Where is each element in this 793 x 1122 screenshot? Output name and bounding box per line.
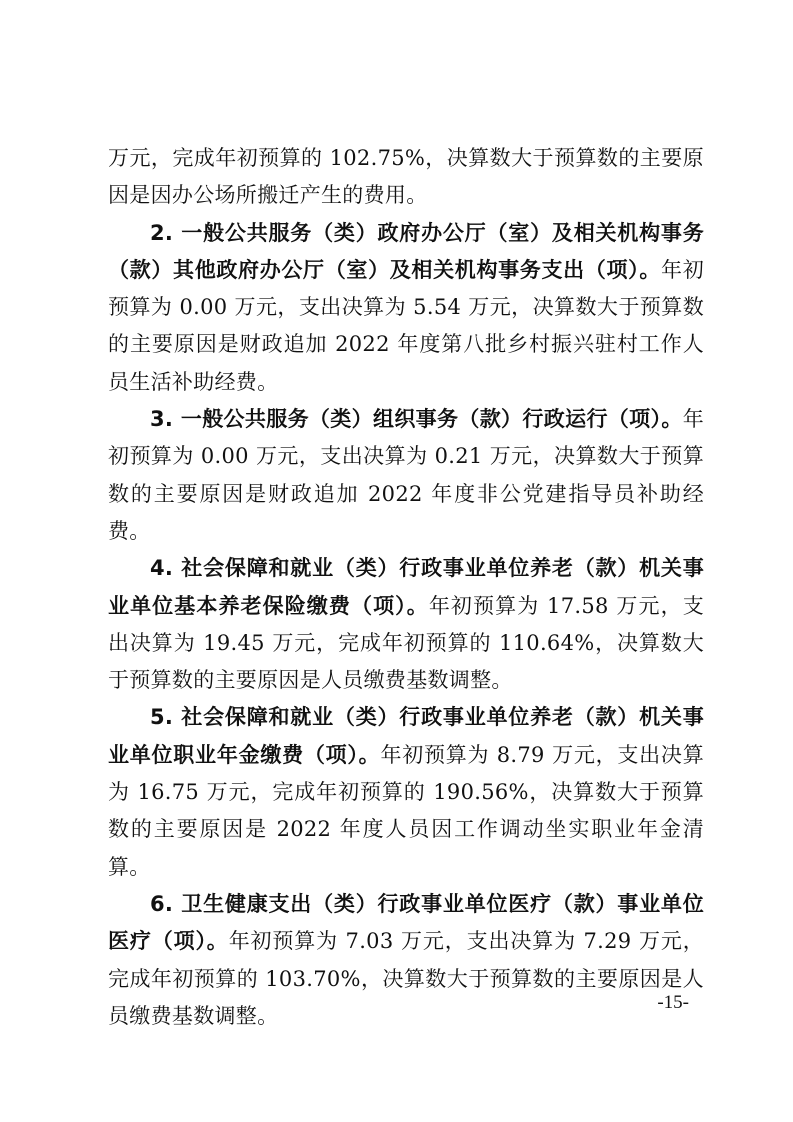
paragraph-5-body: 年初预算为 8.79 万元，支出决算为 16.75 万元，完成年初预算的 190.56%，决算数大于预算数的主要原因是 2022 年度人员因工作调动坐实职业年金清算。 <box>108 742 704 879</box>
paragraph-1 <box>108 140 704 215</box>
paragraph-4-body: 年初预算为 17.58 万元，支出决算为 19.45 万元，完成年初预算的 110.64%，决算数大于预算数的主要原因是人员缴费基数调整。 <box>108 593 704 693</box>
document-body <box>108 140 704 1035</box>
paragraph-5 <box>108 699 704 885</box>
paragraph-6 <box>108 886 704 1035</box>
paragraph-4 <box>108 550 704 699</box>
paragraph-6-body: 年初预算为 7.03 万元，支出决算为 7.29 万元，完成年初预算的 103.70%，决算数大于预算数的主要原因是人员缴费基数调整。 <box>108 929 704 1028</box>
page-number: -15- <box>657 992 689 1013</box>
paragraph-2-heading: 2. 一般公共服务（类）政府办公厅（室）及相关机构事务（款）其他政府办公厅（室）及相关机构事务支出（项）。 <box>108 220 704 282</box>
paragraph-3-heading: 3. 一般公共服务（类）组织事务（款）行政运行（项）。 <box>150 407 683 432</box>
paragraph-5-heading: 5. 社会保障和就业（类）行政事业单位养老（款）机关事业单位职业年金缴费（项）。 <box>108 705 704 767</box>
paragraph-2-body: 年初预算为 0.00 万元，支出决算为 5.54 万元，决算数大于预算数的主要原因是财政追加 2022 年度第八批乡村振兴驻村工作人员生活补助经费。 <box>108 257 704 394</box>
paragraph-6-heading: 6. 卫生健康支出（类）行政事业单位医疗（款）事业单位医疗（项）。 <box>108 891 704 954</box>
paragraph-3-body: 年初预算为 0.00 万元，支出决算为 0.21 万元，决算数大于预算数的主要原因是财政追加 2022 年度非公党建指导员补助经费。 <box>108 407 704 543</box>
paragraph-4-heading: 4. 社会保障和就业（类）行政事业单位养老（款）机关事业单位基本养老保险缴费（项）。 <box>108 556 704 618</box>
paragraph-1-body: 万元，完成年初预算的 102.75%，决算数大于预算数的主要原因是因办公场所搬迁产生的费用。 <box>108 146 704 208</box>
paragraph-2 <box>108 215 704 401</box>
paragraph-3 <box>108 401 704 550</box>
